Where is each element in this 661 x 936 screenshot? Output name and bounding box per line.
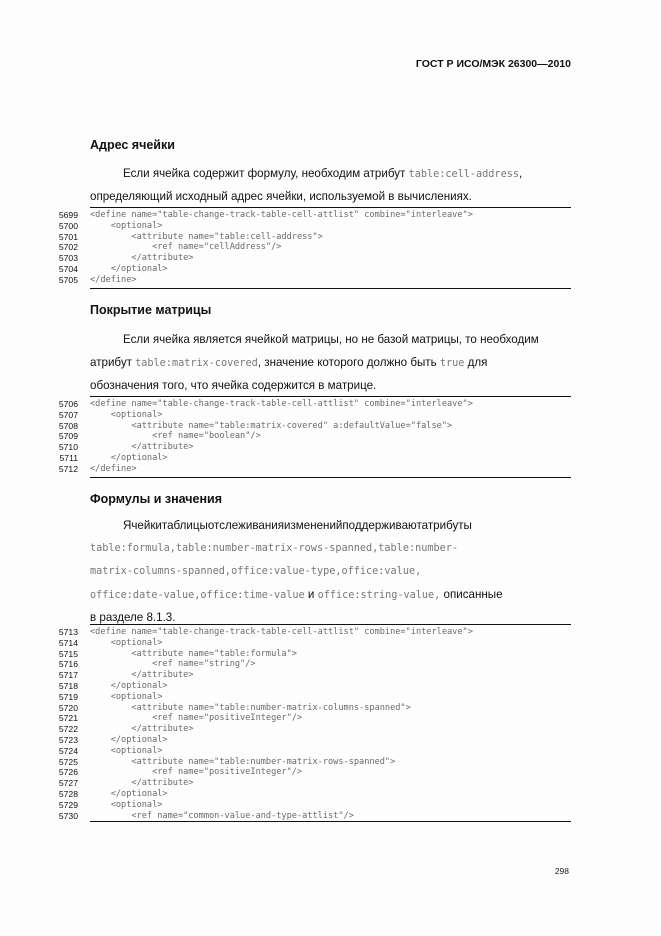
code-text: <ref name="cellAddress"/>: [90, 242, 282, 253]
text-run: Если ячейка содержит формулу, необходим атрибут: [123, 167, 409, 180]
code-text: <attribute name="table:matrix-covered" a:defaultValue="false">: [90, 420, 453, 431]
code-term: true: [439, 358, 465, 369]
line-number: 5709: [58, 431, 78, 442]
code-line: [52, 638, 572, 649]
section-heading-formulas-values: Формулы и значения: [90, 492, 223, 506]
code-term: office:string-value,: [317, 590, 441, 601]
code-text: <define name="table-change-track-table-cell-attlist" combine="interleave">: [90, 399, 473, 409]
code-term: office:time-value: [200, 590, 305, 601]
code-text: <ref name="boolean"/>: [90, 431, 261, 442]
code-rule-bottom: [90, 477, 571, 478]
code-line: [52, 627, 572, 638]
paragraph-line: [90, 162, 571, 185]
line-number: 5729: [58, 799, 78, 810]
code-line: [52, 275, 572, 286]
code-line: [52, 811, 572, 822]
code-text: </attribute>: [90, 778, 194, 789]
code-text: <optional>: [90, 409, 163, 420]
code-line: [52, 221, 572, 232]
code-line: [52, 399, 572, 410]
text-run: атрибут: [90, 356, 136, 369]
word: matrix-columns-spanned,: [90, 566, 232, 577]
paragraph-line: [90, 560, 571, 583]
section-paragraph: [90, 514, 571, 629]
paragraph-line: [90, 514, 571, 537]
code-term: table:matrix-covered: [135, 358, 258, 369]
code-listing: [52, 210, 572, 286]
code-listing: [52, 627, 572, 821]
word: поддерживают: [342, 519, 422, 532]
code-text: </attribute>: [90, 670, 194, 681]
code-rule-bottom: [90, 288, 571, 289]
code-text: </attribute>: [90, 253, 194, 264]
code-line: [52, 232, 572, 243]
code-text: <attribute name="table:cell-address">: [90, 231, 323, 242]
code-line: [52, 800, 572, 811]
text-run: ,: [518, 167, 523, 180]
code-line: [52, 264, 572, 275]
text-run: описанные: [440, 588, 503, 601]
document-header: ГОСТ Р ИСО/МЭК 26300—2010: [415, 58, 571, 70]
line-number: 5712: [58, 463, 78, 474]
line-number: 5714: [58, 637, 78, 648]
line-number: 5704: [58, 263, 78, 274]
code-term: table:cell-address: [408, 169, 519, 180]
line-number: 5724: [58, 745, 78, 756]
section-heading-matrix-covered: Покрытие матрицы: [90, 303, 212, 317]
line-number: 5711: [59, 452, 78, 463]
code-rule-top: [90, 624, 571, 625]
section-paragraph: [90, 162, 571, 208]
code-text: <ref name="positiveInteger"/>: [90, 713, 303, 724]
line-number: 5727: [58, 778, 78, 789]
line-number: 5723: [58, 734, 78, 745]
line-number: 5720: [58, 702, 78, 713]
line-number: 5719: [58, 691, 78, 702]
line-number: 5715: [58, 648, 78, 659]
line-number: 5705: [58, 274, 78, 285]
line-number: 5699: [58, 210, 78, 220]
code-line: [52, 421, 572, 432]
code-line: [52, 735, 572, 746]
line-number: 5708: [58, 420, 78, 431]
line-number: 5706: [58, 399, 78, 409]
code-text: </optional>: [90, 263, 168, 274]
line-number: 5701: [58, 231, 78, 242]
code-text: </optional>: [90, 680, 168, 691]
word: office:value-type,: [231, 566, 342, 577]
code-rule-top: [90, 207, 571, 208]
line-number: 5726: [58, 767, 78, 778]
code-text: </optional>: [90, 734, 168, 745]
line-number: 5728: [58, 788, 78, 799]
code-line: [52, 210, 572, 221]
code-line: [52, 253, 572, 264]
code-listing: [52, 399, 572, 475]
line-number: 5703: [58, 253, 78, 264]
paragraph-line: Если ячейка является ячейкой матрицы, но не базой матрицы, то необходим: [123, 333, 539, 346]
word: table:number-matrix-rows-spanned,: [175, 543, 379, 554]
line-number: 5730: [58, 810, 78, 821]
code-text: </define>: [90, 274, 137, 285]
paragraph-line: [90, 583, 571, 606]
code-rule-top: [90, 396, 571, 397]
code-line: [52, 242, 572, 253]
line-number: 5710: [58, 442, 78, 453]
code-line: [52, 767, 572, 778]
word: изменений: [283, 519, 343, 532]
section-heading-cell-address: Адрес ячейки: [90, 138, 175, 152]
line-number: 5718: [58, 680, 78, 691]
code-text: </optional>: [90, 452, 168, 463]
code-line: [52, 681, 572, 692]
line-number: 5700: [58, 220, 78, 231]
paragraph-line: [90, 351, 571, 374]
code-line: [52, 778, 572, 789]
code-line: [52, 410, 572, 421]
code-text: </attribute>: [90, 724, 194, 735]
paragraph-line: определяющий исходный адрес ячейки, используемой в вычислениях.: [90, 190, 472, 203]
code-line: [52, 670, 572, 681]
line-number: 5716: [58, 659, 78, 670]
word: table:number-: [378, 543, 459, 554]
code-text: <define name="table-change-track-table-cell-attlist" combine="interleave">: [90, 210, 473, 220]
line-number: 5713: [58, 627, 78, 637]
line-number: 5702: [58, 242, 78, 253]
code-line: [52, 713, 572, 724]
code-line: [52, 789, 572, 800]
code-line: [52, 649, 572, 660]
code-line: [52, 464, 572, 475]
code-rule-bottom: [90, 821, 571, 822]
code-line: [52, 692, 572, 703]
line-number: 5722: [58, 724, 78, 735]
code-line: [52, 757, 572, 768]
line-number: 5725: [58, 756, 78, 767]
text-run: для: [464, 356, 488, 369]
code-text: </attribute>: [90, 442, 194, 453]
code-text: <ref name="common-value-and-type-attlist"/>: [90, 810, 354, 821]
code-line: [52, 659, 572, 670]
code-text: <optional>: [90, 799, 163, 810]
code-text: <ref name="positiveInteger"/>: [90, 767, 303, 778]
code-text: <define name="table-change-track-table-cell-attlist" combine="interleave">: [90, 627, 473, 637]
code-text: <optional>: [90, 691, 163, 702]
code-text: </define>: [90, 463, 137, 474]
code-text: <optional>: [90, 220, 163, 231]
line-number: 5721: [58, 713, 78, 724]
code-text: <attribute name="table:formula">: [90, 648, 297, 659]
word: Ячейки: [123, 519, 162, 532]
word: таблицы: [161, 519, 208, 532]
code-line: [52, 703, 572, 714]
paragraph-line: обозначения того, что ячейка содержится в матрице.: [90, 379, 377, 392]
code-text: <attribute name="table:number-matrix-columns-spanned">: [90, 702, 411, 713]
word: office:value,: [341, 566, 422, 577]
word: отслеживания: [207, 519, 284, 532]
code-term: office:date-value,: [90, 590, 201, 601]
code-line: [52, 746, 572, 757]
word: table:formula,: [90, 543, 176, 554]
code-text: <ref name="string"/>: [90, 659, 256, 670]
text-run: и: [304, 588, 318, 601]
page-number: 298: [554, 866, 569, 876]
paragraph-line: в разделе 8.1.3.: [90, 611, 176, 624]
code-line: [52, 431, 572, 442]
code-text: </optional>: [90, 788, 168, 799]
line-number: 5707: [58, 409, 78, 420]
code-text: <attribute name="table:number-matrix-rows-spanned">: [90, 756, 396, 767]
paragraph-line: [90, 537, 571, 560]
text-run: , значение которого должно быть: [257, 356, 440, 369]
code-text: <optional>: [90, 745, 163, 756]
line-number: 5717: [58, 670, 78, 681]
code-line: [52, 453, 572, 464]
code-text: <optional>: [90, 637, 163, 648]
code-line: [52, 724, 572, 735]
code-line: [52, 442, 572, 453]
word: атрибуты: [421, 519, 472, 532]
section-paragraph: [90, 328, 571, 397]
